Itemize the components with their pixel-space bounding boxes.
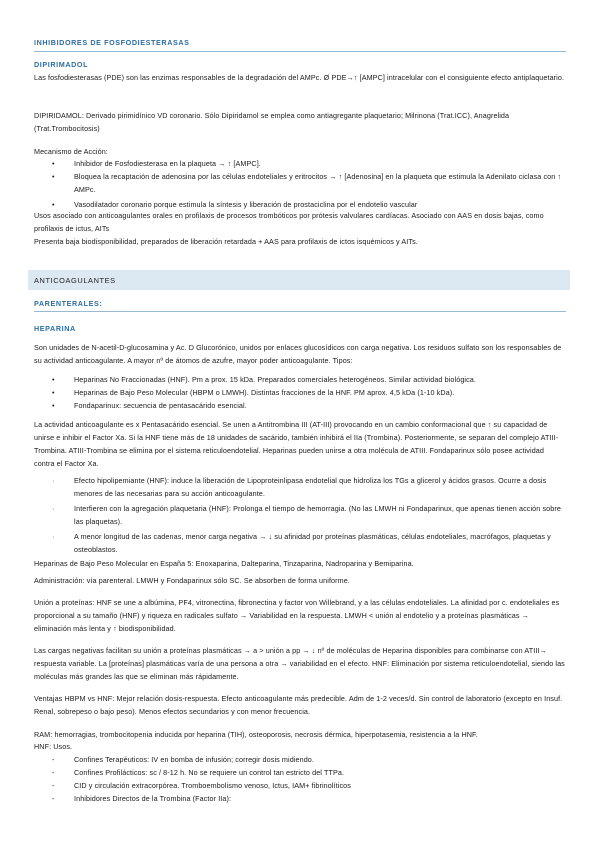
list-item: • Heparinas de Bajo Peso Molecular (HBPM o LMWH). Distintas fracciones de la HNF. PM aprox. 4,5 kDa (1-10 kDa).: [52, 388, 455, 397]
mecanismo-label: Mecanismo de Acción:: [34, 147, 108, 156]
list-item: - Confines Profilácticos: sc / 8-12 h. No se requiere un control tan estricto del TTPa.: [52, 768, 345, 777]
list-item: - Confines Terapéuticos: IV en bomba de infusión; corregir dosis midiendo.: [52, 755, 314, 764]
usos-list: [34, 753, 566, 805]
list-item: · A menor longitud de las cadenas, menor carga negativa → ↓ su afinidad por proteínas plasmáticas, células endoteliales, macrófagos, plaquetas y osteoblastos.: [52, 532, 551, 554]
paragraph-actividad: La actividad anticoagulante es x Pentasacárido esencial. Se unen a Antitrombina III (AT-III) provocando en un cambio conformacional que ↑ su capacidad de unirse e inhibir el Factor Xa. Si la HNF tiene más de 18 unidades de sacárido, también inhibirá el IIa (Trombina). Posteriormente, se separan del complejo ATIII-Trombina. ATIII-Trombina se elimina por el sistema reticuloendotelial. Heparinas pueden unirse a otra molécula de ATIII. Fondaparinux sólo posee actividad contra el Factor Xa.: [34, 420, 559, 468]
list-item: - CID y circulación extracorpórea. Tromboembolismo venoso, Ictus, IAM+ fibrinolíticos: [52, 781, 351, 790]
section-rule: [34, 311, 566, 312]
mecanismo-list: [34, 157, 566, 211]
subtitle-dipirimadol: DIPIRIMADOL: [34, 60, 89, 69]
efectos-list: [34, 474, 566, 556]
paragraph-ventajas: Ventajas HBPM vs HNF: Mejor relación dosis-respuesta. Efecto anticoagulante más predecible. Adm de 1-2 veces/d. Sin control de laboratorio (excepto en Insuf. Renal, sobrepeso o bajo peso). Menos efectos secundarios y con menor frecuencia.: [34, 694, 563, 716]
tipos-list: [34, 373, 566, 412]
list-item: • Inhibidor de Fosfodiesterasa en la plaqueta → ↑ [AMPC].: [52, 159, 261, 168]
section-rule: [34, 51, 566, 52]
list-item: - Inhibidores Directos de la Trombina (Factor IIa):: [52, 794, 232, 803]
paragraph-presenta: Presenta baja biodisponibilidad, preparados de liberación retardada + AAS para profilaxis de ictos isquémicos y AITs.: [34, 237, 418, 246]
paragraph-administracion: Administración: vía parenteral. LMWH y Fondaparinux sólo SC. Se absorben de forma uniforme.: [34, 576, 350, 585]
usos-label: HNF: Usos.: [34, 742, 73, 751]
list-item: · Efecto hipolipemiante (HNF): induce la liberación de Lipoproteinlipasa endotelial que hidroliza los TGs a glicerol y ácidos grasos. Ocurre a dosis menores de las necesarias para su acción anticoagulante.: [52, 476, 547, 498]
list-item: • Vasodilatador coronario porque estimula la síntesis y liberación de prostaciclina por el endotelio vascular: [52, 200, 418, 209]
paragraph-dipiridamol: DIPIRIDAMOL: Derivado pirimidínico VD coronario. Sólo Dipiridamol se emplea como antiagregante plaquetario; Milrinona (Trat.ICC), Anagrelida (Trat.Trombocitosis): [34, 111, 510, 133]
list-item: · Interfieren con la agregación plaquetaria (HNF): Prolonga el tiempo de hemorragia. (No las LMWH ni Fondaparinux, que apenas tienen acción sobre las plaquetas).: [52, 504, 561, 526]
paragraph-cargas: Las cargas negativas facilitan su unión a proteínas plasmáticas → a > unión a pp → ↓ nº de moléculas de Heparina disponibles para combinarse con ATIII→ respuesta variable. La [proteínas] plasmáticas varía de una persona a otra → variabilidad en el efecto. HNF: Eliminación por sistema reticuloendotelial, siendo las moléculas más grandes las que se eliminan más rápidamente.: [34, 646, 565, 681]
paragraph-hbpm-espana: Heparinas de Bajo Peso Molecular en España 5: Enoxaparina, Dalteparina, Tinzaparina, Nadroparina y Bemiparina.: [34, 559, 414, 568]
list-item: • Fondaparinux: secuencia de pentasacárido esencial.: [52, 401, 247, 410]
list-item: • Heparinas No Fraccionadas (HNF). Pm a prox. 15 kDa. Preparados comerciales heterogéneos. Similar actividad biológica.: [52, 375, 476, 384]
section-title-inhibidores: INHIBIDORES DE FOSFODIESTERASAS: [34, 38, 190, 47]
paragraph-ram: RAM: hemorragias, trombocitopenia inducida por heparina (TIH), osteoporosis, necrosis dérmica, hiperpotasemia, resistencia a la HNF.: [34, 730, 478, 739]
subtitle-parenterales: PARENTERALES:: [34, 299, 103, 308]
section-title-anticoagulantes: ANTICOAGULANTES: [34, 276, 116, 285]
paragraph-union: Unión a proteínas: HNF se une a albúmina, PF4, vitronectina, fibronectina y factor von Willebrand, y a las células endoteliales. La afinidad por c. endoteliales es proporcional a su tamaño (HNF) y riqueza en radicales sulfato → Variabilidad en la respuesta. LMWH < unión al endotelio y a proteínas plasmáticas → eliminación más lenta y ↑ biodisponibilidad.: [34, 598, 560, 633]
list-item: • Bloquea la recaptación de adenosina por las células endoteliales y eritrocitos → ↑ [Adenosina] en la plaqueta que estimula la Adenilato ciclasa con ↑ AMPc.: [52, 172, 562, 194]
subtitle-heparina: HEPARINA: [34, 324, 76, 333]
paragraph-pde: Las fosfodiesterasas (PDE) son las enzimas responsables de la degradación del AMPc. Ø PDE→↑ [AMPC] intracelular con el consiguiente efecto antiplaquetario.: [34, 73, 565, 82]
paragraph-usos: Usos asociado con anticoagulantes orales en profilaxis de procesos trombóticos por prótesis valvulares cardíacas. Asociado con AAS en dosis bajas, como profilaxis de ictus, AITs: [34, 211, 544, 233]
paragraph-heparina-intro: Son unidades de N-acetil-D-glucosamina y Ac. D Glucorónico, unidos por enlaces glucosídicos con carga negativa. Los residuos sulfato son los responsables de su actividad anticoagulante. A mayor nº de átomos de azufre, mayor poder anticoagulante. Tipos:: [34, 343, 562, 365]
